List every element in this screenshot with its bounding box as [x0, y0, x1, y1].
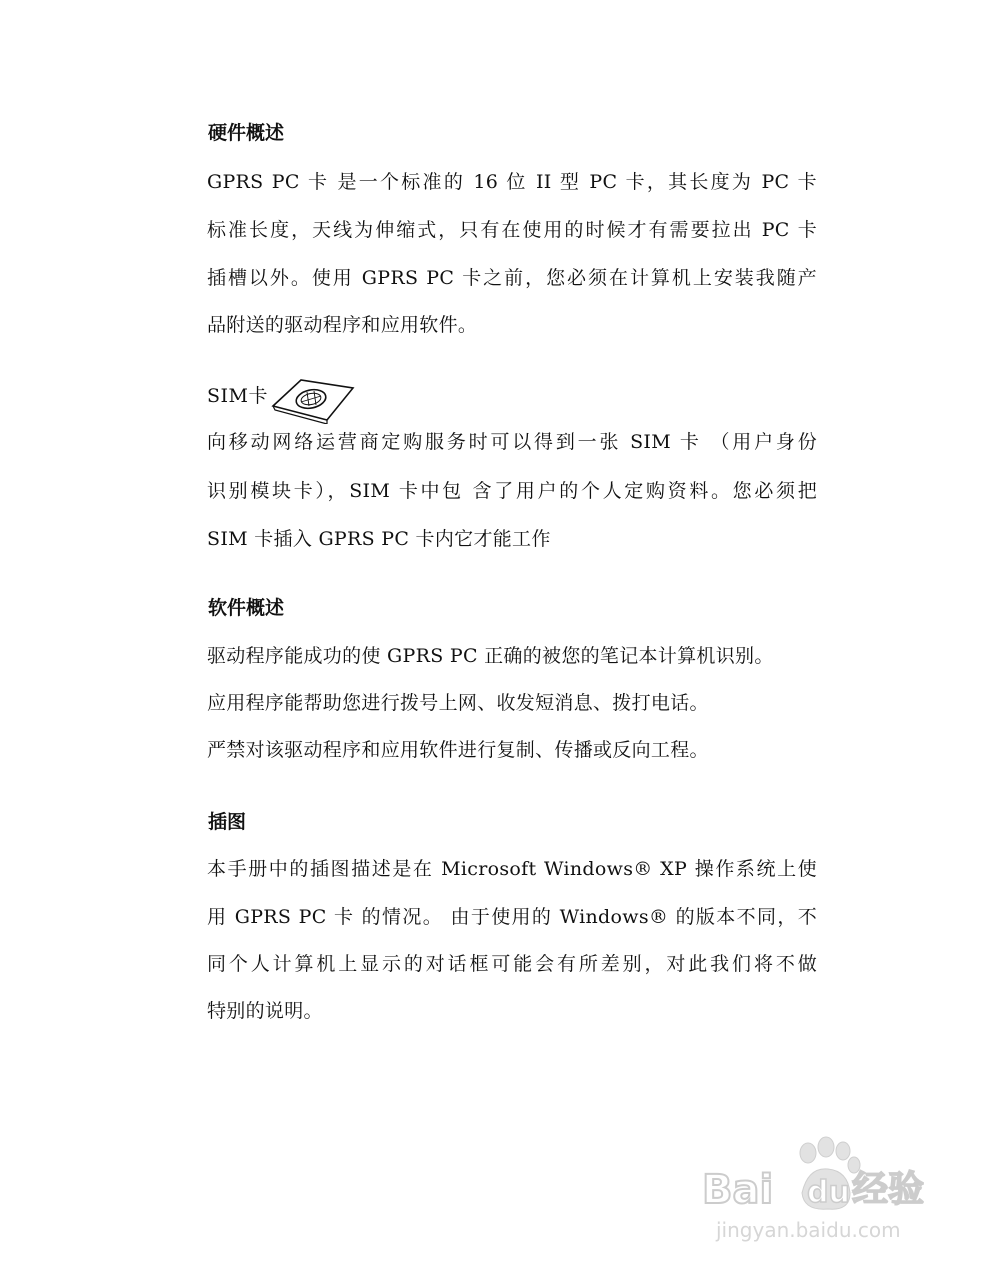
- sim-card-icon: [271, 376, 357, 428]
- paragraph-line: 向移动网络运营商定购服务时可以得到一张 SIM 卡 （用户身份: [207, 431, 817, 453]
- paragraph-line: 同个人计算机上显示的对话框可能会有所差别，对此我们将不做: [207, 953, 817, 975]
- watermark-brand-cn: 经验: [852, 1169, 925, 1210]
- paragraph-line: 应用程序能帮助您进行拨号上网、收发短消息、拨打电话。: [207, 692, 709, 714]
- baidu-paw-logo-icon: [690, 1125, 940, 1250]
- paragraph-line: 标准长度，天线为伸缩式，只有在使用的时候才有需要拉出 PC 卡: [207, 219, 817, 241]
- sim-heading: [207, 376, 407, 424]
- section-title-illustration: 插图: [208, 811, 247, 833]
- paragraph-line: 品附送的驱动程序和应用软件。: [207, 314, 478, 336]
- paragraph-line: 识别模块卡），SIM 卡中包 含了用户的个人定购资料。您必须把: [207, 480, 817, 502]
- watermark-brand-du: du: [807, 1175, 850, 1210]
- paragraph-line: SIM 卡插入 GPRS PC 卡内它才能工作: [207, 528, 551, 550]
- paragraph-line: GPRS PC 卡 是一个标准的 16 位 II 型 PC 卡，其长度为 PC 卡: [207, 171, 817, 193]
- section-title-software: 软件概述: [208, 597, 285, 619]
- paragraph-line: 用 GPRS PC 卡 的情况。 由于使用的 Windows® 的版本不同，不: [207, 906, 817, 928]
- section-title-hardware: 硬件概述: [208, 122, 285, 144]
- paragraph-line: 特别的说明。: [207, 1000, 323, 1022]
- paragraph-line: 插槽以外。使用 GPRS PC 卡之前，您必须在计算机上安装我随产: [207, 267, 817, 289]
- paragraph-line: 严禁对该驱动程序和应用软件进行复制、传播或反向工程。: [207, 739, 709, 761]
- paragraph-line: 驱动程序能成功的使 GPRS PC 正确的被您的笔记本计算机识别。: [207, 645, 774, 667]
- watermark-url: jingyan.baidu.com: [716, 1218, 901, 1242]
- watermark-brand: Bai: [702, 1167, 774, 1213]
- paragraph-line: 本手册中的插图描述是在 Microsoft Windows® XP 操作系统上使: [207, 858, 817, 880]
- sim-label: SIM卡: [207, 385, 268, 407]
- baidu-jingyan-watermark: [690, 1125, 940, 1250]
